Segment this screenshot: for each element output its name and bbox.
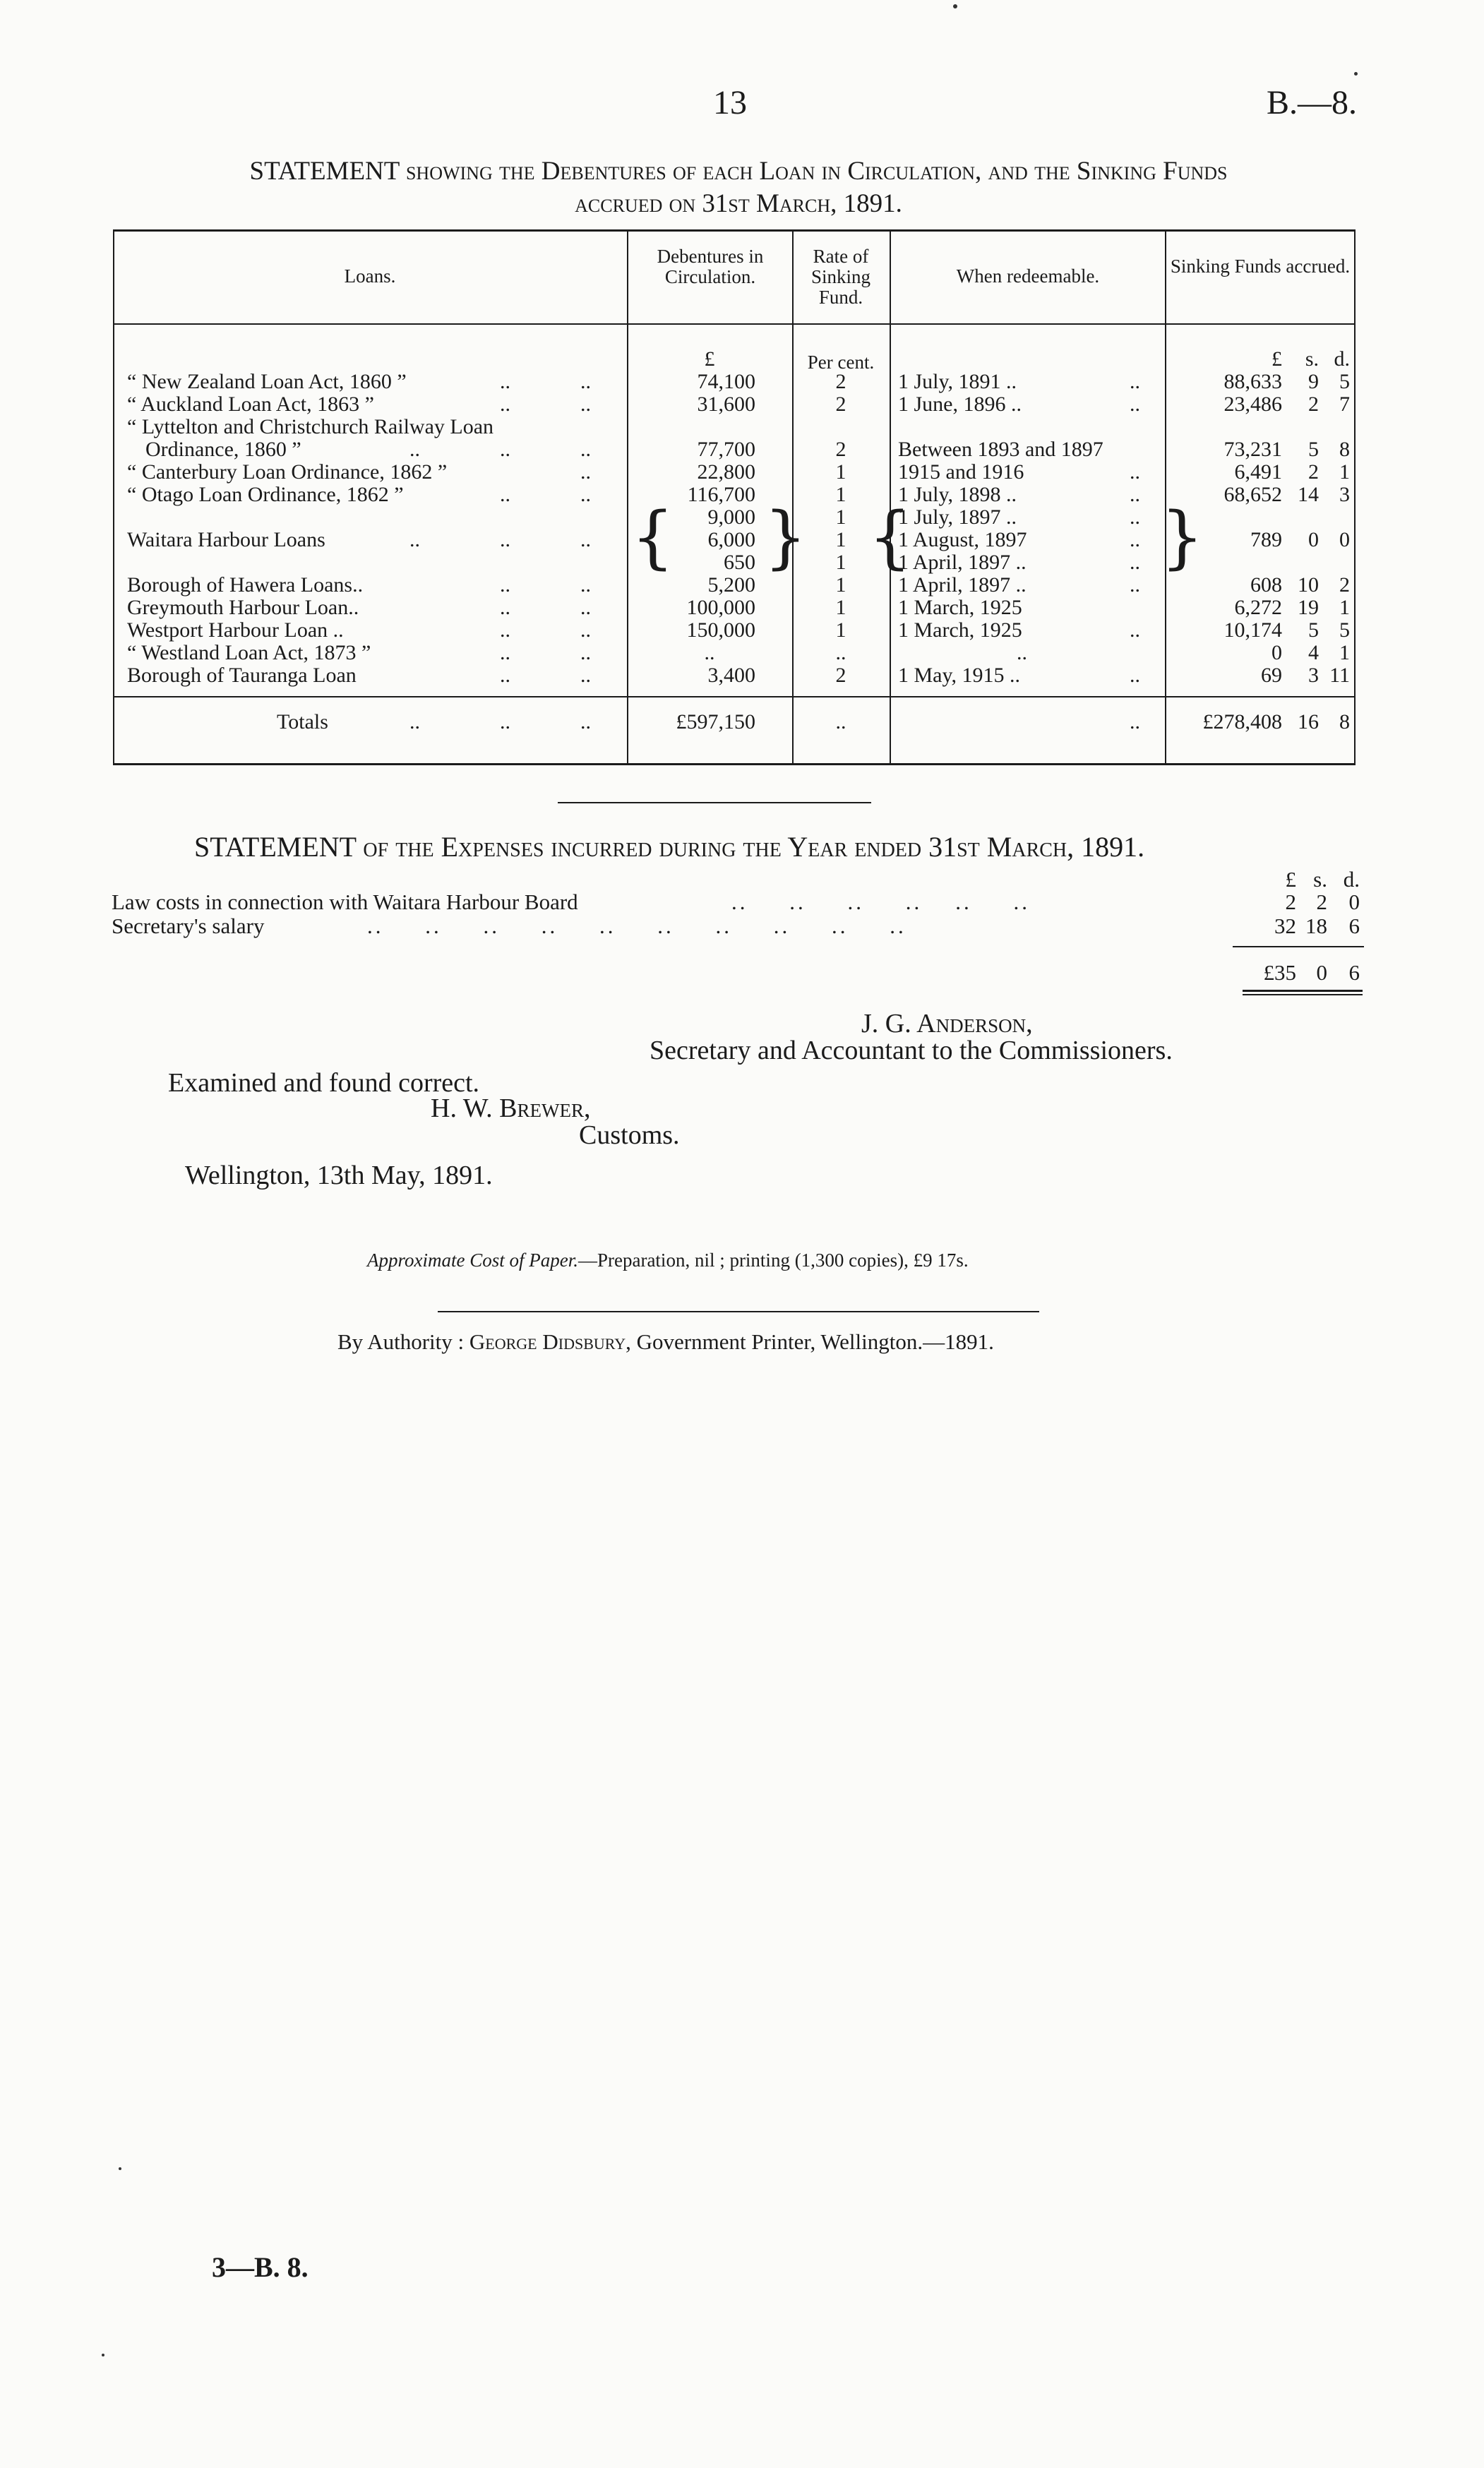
sinking-pounds: 608 — [1250, 573, 1282, 597]
printer-prefix: By Authority : — [337, 1329, 465, 1354]
speck — [119, 2167, 121, 2170]
sinking-shillings: 2 — [1308, 393, 1319, 416]
loan-name: Westport Harbour Loan .. — [127, 618, 344, 642]
dot-leader: .. — [1130, 528, 1140, 551]
sinking-shillings: 0 — [1308, 528, 1319, 551]
unit-shillings: s. — [1305, 347, 1319, 371]
loan-name: “ Auckland Loan Act, 1863 ” — [127, 393, 374, 416]
debentures-value: 77,700 — [697, 438, 755, 461]
sinking-pence: 3 — [1339, 483, 1350, 506]
right-brace: } — [764, 498, 808, 577]
expense-pounds: 2 — [1285, 889, 1296, 914]
document-reference: B.—8. — [1266, 84, 1357, 121]
header-sinking: Sinking Funds accrued. — [1170, 256, 1351, 277]
dot-leader: .. — [580, 596, 591, 619]
debentures-value: .. — [704, 641, 715, 664]
unit-pounds: £ — [1271, 347, 1282, 371]
redeemable-value: .. — [1017, 641, 1027, 664]
header-redeemable: When redeemable. — [956, 265, 1100, 287]
dot-leader: .. — [580, 460, 591, 484]
speck — [953, 4, 957, 8]
dot-leader: .. — [500, 573, 510, 597]
loans-table — [113, 229, 1356, 766]
place-date: Wellington, 13th May, 1891. — [185, 1161, 493, 1190]
printer-name: George Didsbury, — [469, 1329, 631, 1354]
dot-leader: .. — [500, 528, 510, 551]
unit-pounds: £ — [1285, 867, 1296, 892]
expense-total-pounds: £35 — [1263, 960, 1296, 985]
redeemable-value: 1915 and 1916 — [898, 460, 1024, 484]
debentures-value: 22,800 — [697, 460, 755, 484]
sinking-shillings: 2 — [1308, 460, 1319, 484]
rate-value: 1 — [835, 618, 846, 642]
examiner-title: Customs. — [579, 1120, 680, 1150]
sinking-shillings: 10 — [1298, 573, 1319, 597]
header-rate: Rate of Sinking Fund. — [810, 246, 871, 308]
unit-pence: d. — [1334, 347, 1350, 371]
dot-leader: .. — [580, 664, 591, 687]
dot-leader: .. — [500, 393, 510, 416]
expense-total-shillings: 0 — [1316, 960, 1327, 985]
redeemable-value: 1 May, 1915 .. — [898, 664, 1021, 687]
totals-rule — [113, 696, 1356, 697]
totals-shillings: 16 — [1298, 710, 1319, 733]
dot-leader: .. — [409, 528, 420, 551]
debentures-value: 6,000 — [707, 528, 755, 551]
dot-leader: .. — [500, 483, 510, 506]
sinking-shillings: 19 — [1298, 596, 1319, 619]
dot-leaders: .. .. .. .. .. .. .. .. .. .. — [367, 913, 906, 938]
cost-note-text: —Preparation, nil ; printing (1,300 copies), £9 17s. — [578, 1250, 969, 1271]
debentures-value: 100,000 — [686, 596, 755, 619]
unit-rate: Per cent. — [807, 352, 875, 373]
dot-leader: .. — [1130, 664, 1140, 687]
expense-shillings: 18 — [1305, 913, 1327, 938]
dot-leader: .. — [1130, 505, 1140, 529]
rate-value: 2 — [835, 370, 846, 393]
sinking-shillings: 5 — [1308, 618, 1319, 642]
debentures-value: 5,200 — [707, 573, 755, 597]
dot-leader: .. — [500, 664, 510, 687]
speck — [1354, 72, 1358, 76]
table-top-rule — [113, 229, 1356, 232]
totals-debentures: £597,150 — [676, 710, 755, 733]
sinking-pounds: 10,174 — [1223, 618, 1282, 642]
dot-leader: .. — [580, 641, 591, 664]
title-line-2: accrued on 31st March, 1891. — [575, 189, 902, 218]
loan-name: “ Lyttelton and Christchurch Railway Loan — [127, 415, 494, 438]
sinking-pence: 0 — [1339, 528, 1350, 551]
dot-leader: .. — [1130, 573, 1140, 597]
redeemable-value: 1 June, 1896 .. — [898, 393, 1022, 416]
sinking-pence: 11 — [1329, 664, 1350, 687]
sinking-shillings: 5 — [1308, 438, 1319, 461]
rate-value: 1 — [835, 483, 846, 506]
sinking-pence: 1 — [1339, 641, 1350, 664]
redeemable-value: 1 April, 1897 .. — [898, 573, 1027, 597]
redeemable-value: 1 August, 1897 — [898, 528, 1027, 551]
double-rule — [1243, 994, 1363, 995]
debentures-value: 9,000 — [707, 505, 755, 529]
dot-leader: .. — [1130, 370, 1140, 393]
redeemable-value: 1 July, 1897 .. — [898, 505, 1017, 529]
footer-reference: 3—B. 8. — [212, 2251, 309, 2283]
expense-label: Law costs in connection with Waitara Harbour Board — [112, 889, 578, 914]
loan-name: Borough of Tauranga Loan — [127, 664, 357, 687]
rate-value: 1 — [835, 528, 846, 551]
debentures-value: 74,100 — [697, 370, 755, 393]
dot-leader: .. — [1130, 460, 1140, 484]
expense-label: Secretary's salary — [112, 913, 265, 938]
header-rule — [113, 323, 1356, 325]
dot-leader: .. — [580, 483, 591, 506]
expense-shillings: 2 — [1316, 889, 1327, 914]
redeemable-value: 1 March, 1925 — [898, 596, 1022, 619]
totals-pence: 8 — [1339, 710, 1350, 733]
cost-note — [367, 1250, 969, 1271]
unit-shillings: s. — [1313, 867, 1327, 892]
left-brace: { — [868, 498, 912, 577]
loan-name: “ Canterbury Loan Ordinance, 1862 ” — [127, 460, 448, 484]
expense-pounds: 32 — [1274, 913, 1296, 938]
rate-value: 2 — [835, 664, 846, 687]
sinking-pounds: 6,272 — [1234, 596, 1282, 619]
debentures-value: 650 — [724, 551, 755, 574]
totals-label: Totals — [277, 710, 328, 733]
redeemable-value: Between 1893 and 1897 — [898, 438, 1103, 461]
totals-redeemable: .. — [1130, 710, 1140, 733]
rate-value: 1 — [835, 596, 846, 619]
dot-leader: .. — [409, 710, 420, 733]
dot-leader: .. — [500, 596, 510, 619]
sinking-pence: 5 — [1339, 618, 1350, 642]
header-loans: Loans. — [344, 265, 396, 287]
loan-name: “ Westland Loan Act, 1873 ” — [127, 641, 371, 664]
speck — [102, 2354, 104, 2356]
header-debentures: Debentures in Circulation. — [657, 246, 764, 287]
sinking-pounds: 789 — [1250, 528, 1282, 551]
sinking-pence: 5 — [1339, 370, 1350, 393]
dot-leader: .. — [500, 618, 510, 642]
dot-leader: .. — [580, 370, 591, 393]
dot-leader: .. — [1130, 618, 1140, 642]
dot-leaders: .. .. .. .. .. .. — [731, 889, 1030, 914]
sinking-pounds: 88,633 — [1223, 370, 1282, 393]
sinking-shillings: 4 — [1308, 641, 1319, 664]
redeemable-value: 1 March, 1925 — [898, 618, 1022, 642]
dot-leader: .. — [1130, 393, 1140, 416]
sinking-pounds: 0 — [1271, 641, 1282, 664]
rate-value: 1 — [835, 573, 846, 597]
rate-value: 1 — [835, 505, 846, 529]
examined-statement: Examined and found correct. — [168, 1068, 480, 1098]
sinking-pounds: 68,652 — [1223, 483, 1282, 506]
loan-name: Greymouth Harbour Loan.. — [127, 596, 359, 619]
loan-name: “ Otago Loan Ordinance, 1862 ” — [127, 483, 404, 506]
table-bottom-rule — [113, 763, 1356, 765]
debentures-value: 31,600 — [697, 393, 755, 416]
unit-pence: d. — [1343, 867, 1360, 892]
sinking-pounds: 73,231 — [1223, 438, 1282, 461]
dot-leader: .. — [500, 641, 510, 664]
rate-value: 2 — [835, 393, 846, 416]
printer-line — [337, 1329, 994, 1355]
sinking-pounds: 23,486 — [1223, 393, 1282, 416]
dot-leader: .. — [580, 528, 591, 551]
totals-rate: .. — [835, 710, 846, 733]
loan-name: Borough of Hawera Loans.. — [127, 573, 364, 597]
sinking-pence: 1 — [1339, 596, 1350, 619]
examiner-name: H. W. Brewer, — [431, 1094, 591, 1123]
dot-leader: .. — [580, 573, 591, 597]
expense-pence: 6 — [1348, 913, 1360, 938]
title-line-1: STATEMENT showing the Debentures of each Loan in Circulation, and the Sinking Funds — [249, 157, 1228, 186]
redeemable-value: 1 July, 1891 .. — [898, 370, 1017, 393]
rate-value: 1 — [835, 551, 846, 574]
redeemable-value: 1 April, 1897 .. — [898, 551, 1027, 574]
totals-pounds: £278,408 — [1202, 710, 1282, 733]
dot-leader: .. — [500, 710, 510, 733]
dot-leader: .. — [500, 370, 510, 393]
loan-name: Waitara Harbour Loans — [127, 528, 325, 551]
statement-debentures-title — [112, 155, 1365, 220]
expense-pence: 0 — [1348, 889, 1360, 914]
expense-total-pence: 6 — [1348, 960, 1360, 985]
dot-leader: .. — [580, 618, 591, 642]
unit-debentures: £ — [704, 347, 715, 371]
statement-expenses-title: STATEMENT of the Expenses incurred during the Year ended 31st March, 1891. — [194, 831, 1145, 863]
page-number: 13 — [713, 84, 747, 121]
dot-leader: .. — [580, 710, 591, 733]
debentures-value: 150,000 — [686, 618, 755, 642]
rate-value: 2 — [835, 438, 846, 461]
dot-leader: .. — [409, 438, 420, 461]
sinking-shillings: 9 — [1308, 370, 1319, 393]
rate-value: .. — [835, 641, 846, 664]
total-rule — [1233, 946, 1364, 947]
signatory-title: Secretary and Accountant to the Commissioners. — [650, 1036, 1173, 1065]
printer-suffix: Government Printer, Wellington.—1891. — [636, 1329, 994, 1354]
dot-leader: .. — [580, 393, 591, 416]
sinking-shillings: 14 — [1298, 483, 1319, 506]
sinking-pence: 1 — [1339, 460, 1350, 484]
footer-rule — [438, 1311, 1039, 1312]
sinking-pounds: 69 — [1261, 664, 1282, 687]
loan-name-continued: Ordinance, 1860 ” — [145, 438, 301, 461]
dot-leader: .. — [580, 438, 591, 461]
section-divider — [558, 802, 871, 803]
dot-leader: .. — [500, 438, 510, 461]
sinking-pence: 7 — [1339, 393, 1350, 416]
col-line-right — [1354, 229, 1356, 765]
loan-name: “ New Zealand Loan Act, 1860 ” — [127, 370, 407, 393]
left-brace: { — [631, 498, 675, 577]
sinking-shillings: 3 — [1308, 664, 1319, 687]
sinking-pounds: 6,491 — [1234, 460, 1282, 484]
sinking-pence: 8 — [1339, 438, 1350, 461]
dot-leader: .. — [1130, 551, 1140, 574]
col-line-left — [113, 229, 114, 765]
right-brace: } — [1161, 498, 1204, 577]
redeemable-value: 1 July, 1898 .. — [898, 483, 1017, 506]
cost-note-label: Approximate Cost of Paper. — [367, 1250, 578, 1271]
sinking-pence: 2 — [1339, 573, 1350, 597]
debentures-value: 3,400 — [707, 664, 755, 687]
debentures-value: 116,700 — [687, 483, 755, 506]
dot-leader: .. — [1130, 483, 1140, 506]
rate-value: 1 — [835, 460, 846, 484]
double-rule — [1243, 990, 1363, 992]
signatory-name: J. G. Anderson, — [861, 1009, 1033, 1038]
